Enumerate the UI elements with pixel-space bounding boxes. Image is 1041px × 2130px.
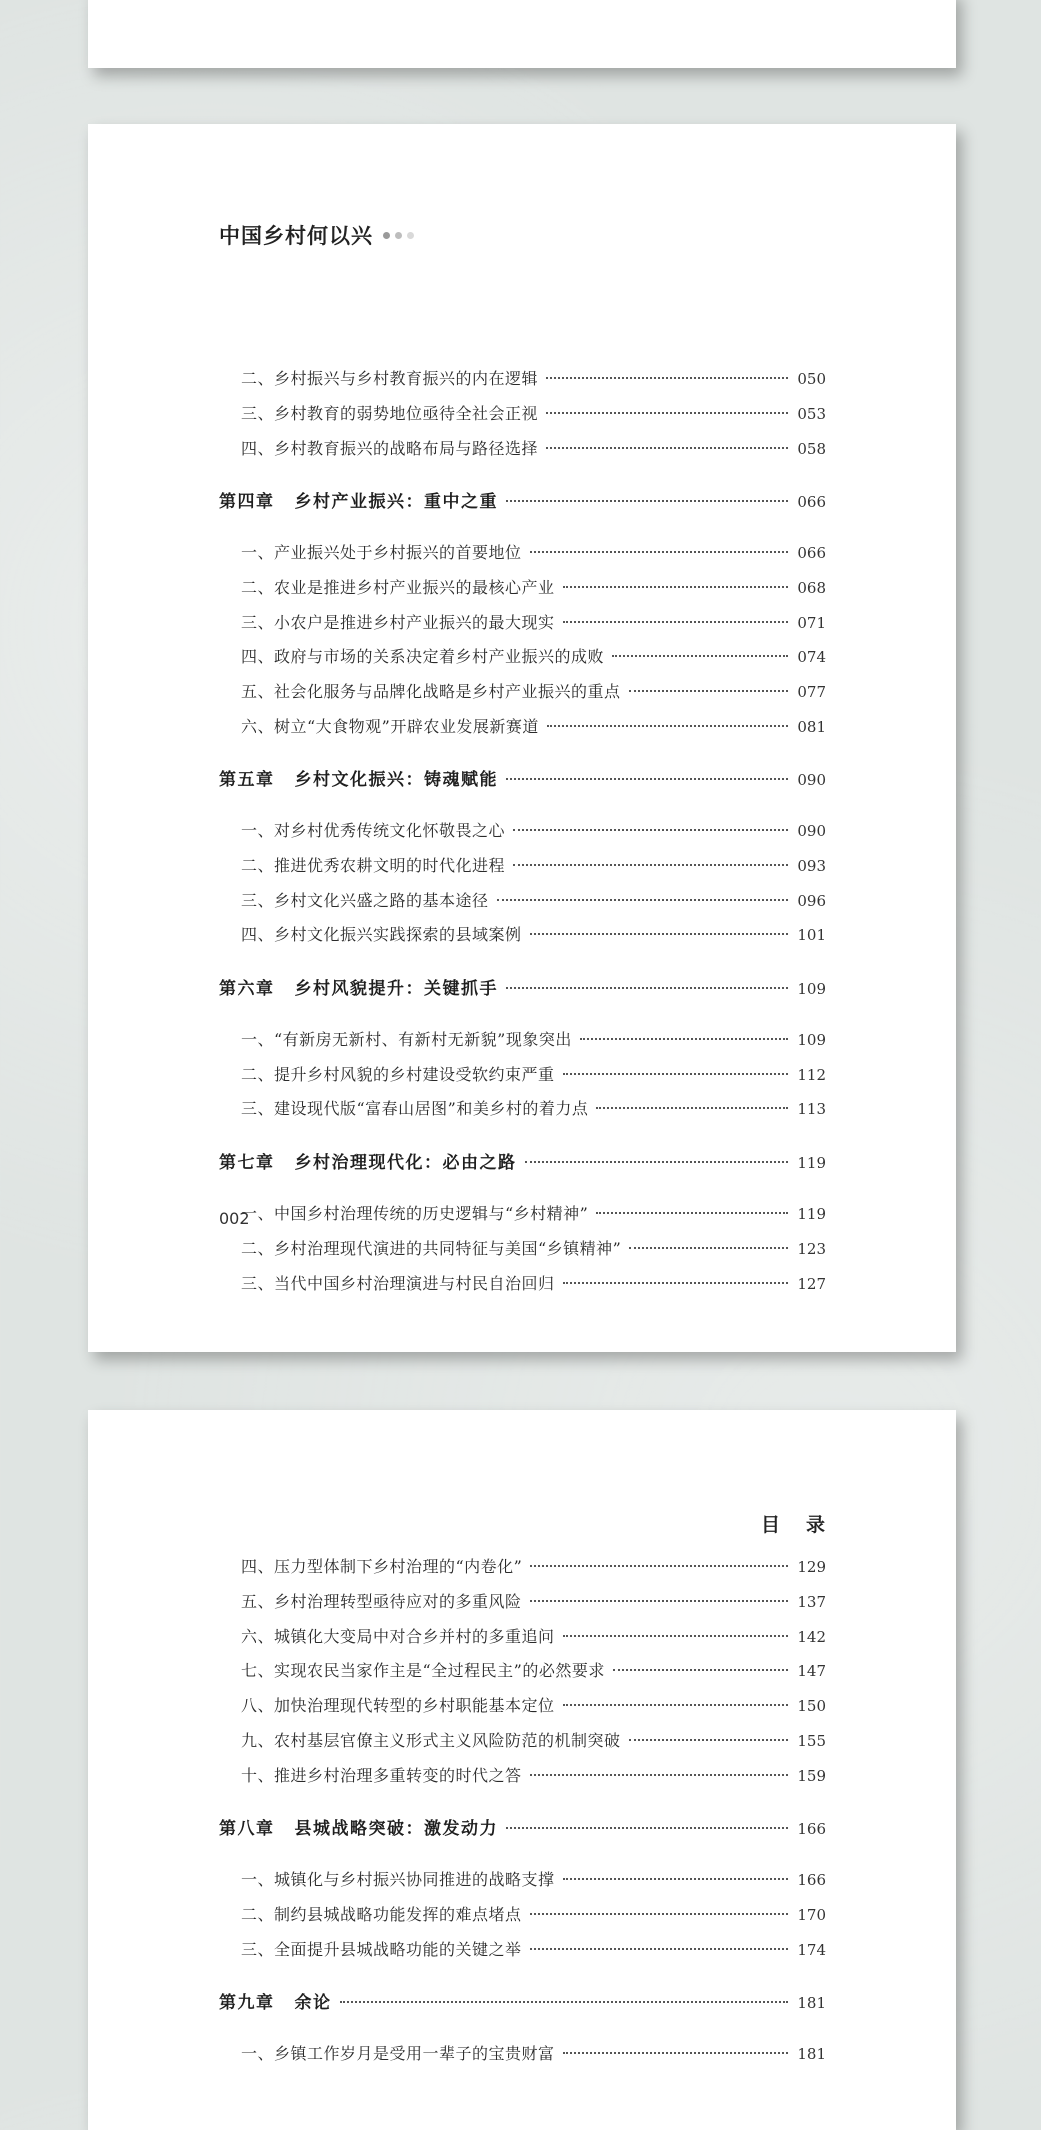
dot-leader <box>546 377 788 379</box>
chapter-heading <box>219 487 498 512</box>
section-title: 二、乡村治理现代演进的共同特征与美国“乡镇精神” <box>241 1239 622 1258</box>
page-ref: 159 <box>797 1767 826 1785</box>
toc-section-entry <box>219 366 826 396</box>
previous-page <box>88 0 956 68</box>
chapter-heading <box>219 1988 332 2013</box>
dot-leader <box>506 778 788 780</box>
toc-section-entry <box>219 1271 826 1301</box>
chapter-number: 第七章 <box>219 1153 275 1173</box>
toc-section-entry <box>219 1096 826 1126</box>
toc-chapter-entry <box>219 765 826 795</box>
page-ref: 109 <box>797 1031 826 1049</box>
page-ref: 150 <box>797 1697 826 1715</box>
toc-section-entry <box>219 1937 826 1967</box>
toc-section-entry <box>219 1589 826 1619</box>
section-title: 四、乡村教育振兴的战略布局与路径选择 <box>241 439 539 458</box>
toc-section-entry <box>219 679 826 709</box>
chapter-heading <box>219 765 498 790</box>
dot-leader <box>547 725 788 727</box>
page-ref: 127 <box>797 1275 826 1293</box>
dot-leader <box>506 500 788 502</box>
section-title: 四、乡村文化振兴实践探索的县域案例 <box>241 925 522 944</box>
page-ref: 053 <box>797 405 826 423</box>
page-ref: 113 <box>797 1100 826 1118</box>
dot-leader <box>596 1212 788 1214</box>
dot-leader <box>530 1913 788 1915</box>
section-title: 二、提升乡村风貌的乡村建设受软约束严重 <box>241 1065 555 1084</box>
dot-leader <box>525 1161 789 1163</box>
page-ref: 109 <box>797 980 826 998</box>
book-title: 中国乡村何以兴 <box>219 224 373 248</box>
page-ref: 155 <box>797 1732 826 1750</box>
toc-chapter-entry <box>219 1148 826 1178</box>
section-title: 二、农业是推进乡村产业振兴的最核心产业 <box>241 578 555 597</box>
page-ref: 101 <box>797 926 826 944</box>
toc-section-entry <box>219 540 826 570</box>
dot-leader <box>530 1948 788 1950</box>
running-head <box>219 220 414 250</box>
toc-section-entry <box>219 436 826 466</box>
section-title: 二、乡村振兴与乡村教育振兴的内在逻辑 <box>241 369 539 388</box>
page-ref: 068 <box>797 579 826 597</box>
section-title: 七、实现农民当家作主是“全过程民主”的必然要求 <box>241 1661 605 1680</box>
section-title: 一、中国乡村治理传统的历史逻辑与“乡村精神” <box>241 1204 589 1223</box>
toc-section-entry <box>219 1027 826 1057</box>
page-ref: 081 <box>797 718 826 736</box>
page-ref: 066 <box>797 544 826 562</box>
chapter-number: 第四章 <box>219 492 275 512</box>
toc-section-entry <box>219 1658 826 1688</box>
page-ref: 129 <box>797 1558 826 1576</box>
toc-section-entry <box>219 1728 826 1758</box>
dot-leader <box>563 1878 788 1880</box>
chapter-title: 乡村文化振兴：铸魂赋能 <box>294 770 498 790</box>
chapter-heading <box>219 974 498 999</box>
page-ref: 090 <box>797 822 826 840</box>
running-head-contents: 目录 <box>760 1514 851 1536</box>
dot-leader <box>506 987 788 989</box>
decorative-dots-icon <box>383 232 414 239</box>
toc-section-entry <box>219 644 826 674</box>
toc-section-entry <box>219 714 826 744</box>
dot-leader <box>629 690 788 692</box>
dot-leader <box>596 1107 788 1109</box>
section-title: 三、小农户是推进乡村产业振兴的最大现实 <box>241 613 555 632</box>
section-title: 五、乡村治理转型亟待应对的多重风险 <box>241 1592 522 1611</box>
page-number: 002 <box>219 1209 250 1228</box>
chapter-heading <box>219 1148 517 1173</box>
dot-leader <box>506 1827 788 1829</box>
chapter-number: 第五章 <box>219 770 275 790</box>
toc-chapter-entry <box>219 1814 826 1844</box>
dot-leader <box>563 2052 788 2054</box>
section-title: 一、“有新房无新村、有新村无新貌”现象突出 <box>241 1030 572 1049</box>
dot-leader <box>612 655 788 657</box>
dot-leader <box>530 1600 788 1602</box>
dot-leader <box>563 1635 788 1637</box>
dot-leader <box>497 899 788 901</box>
dot-leader <box>513 864 788 866</box>
toc-chapter-entry <box>219 487 826 517</box>
toc-section-entry <box>219 1554 826 1584</box>
dot-leader <box>546 447 788 449</box>
section-title: 一、对乡村优秀传统文化怀敬畏之心 <box>241 821 506 840</box>
page-ref: 166 <box>797 1820 826 1838</box>
toc-section-entry <box>219 1867 826 1897</box>
section-title: 一、乡镇工作岁月是受用一辈子的宝贵财富 <box>241 2044 555 2063</box>
toc-page-002 <box>88 124 956 1352</box>
section-title: 三、建设现代版“富春山居图”和美乡村的着力点 <box>241 1099 589 1118</box>
toc-section-entry <box>219 1763 826 1793</box>
dot-leader <box>613 1669 788 1671</box>
toc-section-entry <box>219 1201 826 1231</box>
dot-leader <box>563 1073 788 1075</box>
section-title: 五、社会化服务与品牌化战略是乡村产业振兴的重点 <box>241 682 621 701</box>
section-title: 六、城镇化大变局中对合乡并村的多重追问 <box>241 1627 555 1646</box>
page-ref: 119 <box>797 1205 826 1223</box>
dot-leader <box>563 1282 788 1284</box>
toc-section-entry <box>219 401 826 431</box>
page-ref: 077 <box>797 683 826 701</box>
toc-chapter-entry <box>219 974 826 1004</box>
chapter-number: 第六章 <box>219 979 275 999</box>
dot-leader <box>513 829 788 831</box>
dot-leader <box>546 412 788 414</box>
section-title: 二、制约县城战略功能发挥的难点堵点 <box>241 1905 522 1924</box>
toc-section-entry <box>219 575 826 605</box>
page-ref: 181 <box>797 1994 826 2012</box>
toc-section-entry <box>219 922 826 952</box>
page-ref: 142 <box>797 1628 826 1646</box>
section-title: 三、乡村文化兴盛之路的基本途径 <box>241 891 489 910</box>
dot-leader <box>530 1565 788 1567</box>
chapter-title: 乡村风貌提升：关键抓手 <box>294 979 498 999</box>
page-ref: 066 <box>797 493 826 511</box>
section-title: 三、当代中国乡村治理演进与村民自治回归 <box>241 1274 555 1293</box>
toc-section-entry <box>219 1062 826 1092</box>
page-ref: 137 <box>797 1593 826 1611</box>
toc-section-entry <box>219 2041 826 2071</box>
page-ref: 090 <box>797 771 826 789</box>
page-ref: 174 <box>797 1941 826 1959</box>
page-ref: 166 <box>797 1871 826 1889</box>
chapter-number: 第九章 <box>219 1993 275 2013</box>
page-ref: 050 <box>797 370 826 388</box>
section-title: 四、政府与市场的关系决定着乡村产业振兴的成败 <box>241 647 605 666</box>
chapter-title: 余论 <box>294 1993 332 2013</box>
chapter-title: 县城战略突破：激发动力 <box>294 1819 498 1839</box>
toc-section-entry <box>219 888 826 918</box>
dot-leader <box>530 933 788 935</box>
section-title: 三、乡村教育的弱势地位亟待全社会正视 <box>241 404 539 423</box>
page-ref: 112 <box>797 1066 826 1084</box>
page-ref: 119 <box>797 1154 826 1172</box>
chapter-number: 第八章 <box>219 1819 275 1839</box>
section-title: 一、城镇化与乡村振兴协同推进的战略支撑 <box>241 1870 555 1889</box>
chapter-title: 乡村产业振兴：重中之重 <box>294 492 498 512</box>
section-title: 十、推进乡村治理多重转变的时代之答 <box>241 1766 522 1785</box>
page-ref: 170 <box>797 1906 826 1924</box>
chapter-heading <box>219 1814 498 1839</box>
dot-leader <box>563 586 788 588</box>
page-ref: 058 <box>797 440 826 458</box>
section-title: 四、压力型体制下乡村治理的“内卷化” <box>241 1557 523 1576</box>
section-title: 三、全面提升县城战略功能的关键之举 <box>241 1940 522 1959</box>
section-title: 九、农村基层官僚主义形式主义风险防范的机制突破 <box>241 1731 621 1750</box>
section-title: 八、加快治理现代转型的乡村职能基本定位 <box>241 1696 555 1715</box>
dot-leader <box>580 1038 788 1040</box>
dot-leader <box>563 1704 788 1706</box>
toc-section-entry <box>219 610 826 640</box>
page-ref: 147 <box>797 1662 826 1680</box>
toc-page-003 <box>88 1410 956 2130</box>
toc-section-entry <box>219 818 826 848</box>
page-ref: 181 <box>797 2045 826 2063</box>
chapter-title: 乡村治理现代化：必由之路 <box>294 1153 517 1173</box>
toc-section-entry <box>219 853 826 883</box>
dot-leader <box>563 621 788 623</box>
section-title: 一、产业振兴处于乡村振兴的首要地位 <box>241 543 522 562</box>
section-title: 六、树立“大食物观”开辟农业发展新赛道 <box>241 717 539 736</box>
toc-section-entry <box>219 1902 826 1932</box>
page-ref: 123 <box>797 1240 826 1258</box>
toc-section-entry <box>219 1236 826 1266</box>
page-ref: 071 <box>797 614 826 632</box>
page-ref: 074 <box>797 648 826 666</box>
toc-section-entry <box>219 1693 826 1723</box>
page-ref: 093 <box>797 857 826 875</box>
dot-leader <box>340 2001 789 2003</box>
dot-leader <box>629 1247 788 1249</box>
page-ref: 096 <box>797 892 826 910</box>
dot-leader <box>530 551 788 553</box>
dot-leader <box>530 1774 788 1776</box>
toc-section-entry <box>219 1624 826 1654</box>
toc-chapter-entry <box>219 1988 826 2018</box>
section-title: 二、推进优秀农耕文明的时代化进程 <box>241 856 506 875</box>
dot-leader <box>629 1739 788 1741</box>
